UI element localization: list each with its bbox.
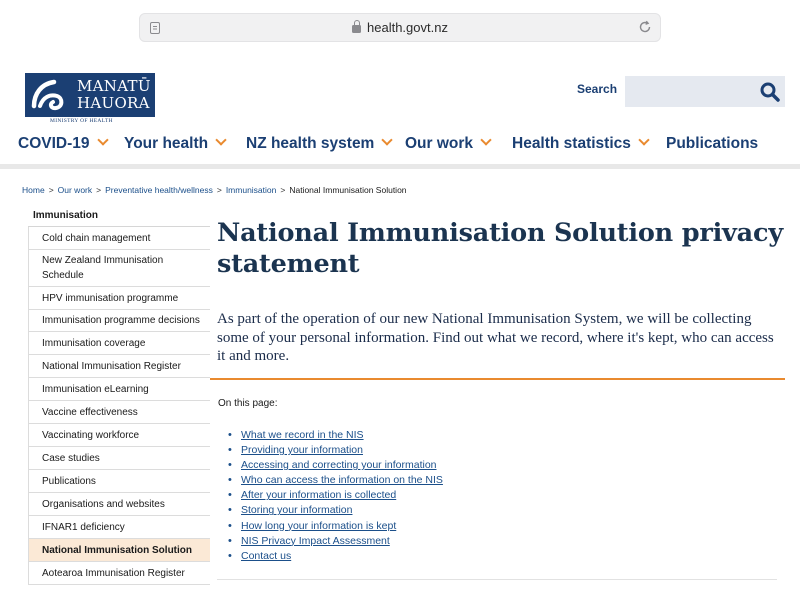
on-this-page-label: On this page: [218,398,278,409]
sidebar-item-active[interactable]: National Immunisation Solution [28,539,210,562]
site-logo[interactable] [25,73,155,117]
main-nav [0,125,800,169]
toc-link[interactable]: Contact us [241,549,292,562]
nav-label: Health statistics [512,135,631,152]
breadcrumb-link[interactable]: Preventative health/wellness [105,185,213,195]
sidebar-item[interactable]: Aotearoa Immunisation Register [28,562,210,585]
koru-logo-icon [29,76,71,114]
toc-link[interactable]: Who can access the information on the NIS [241,474,443,487]
toc-link[interactable]: What we record in the NIS [241,429,364,441]
lock-icon [352,25,361,33]
search-icon [759,81,781,103]
chevron-down-icon [97,134,108,145]
toc-item[interactable] [228,443,443,458]
table-of-contents [228,428,443,564]
nav-our-work[interactable] [405,125,490,169]
toc-link[interactable]: NIS Privacy Impact Assessment [241,534,390,547]
sidebar-item[interactable]: Publications [28,470,210,493]
toc-item[interactable] [228,519,443,534]
sidebar-item[interactable]: IFNAR1 deficiency [28,516,210,539]
nav-health-statistics[interactable] [512,125,648,169]
toc-link[interactable]: Accessing and correcting your information [241,459,437,472]
breadcrumb-separator: > [96,185,102,195]
reload-icon[interactable] [638,20,652,34]
toc-item[interactable] [228,458,443,473]
breadcrumb-separator: > [216,185,222,195]
search-label: Search [577,82,618,96]
nav-label: Your health [124,135,209,152]
sidebar-item[interactable]: Cold chain management [28,227,210,250]
logo-wordmark [77,78,151,112]
section-divider [217,579,777,580]
sidebar-item[interactable]: Vaccine effectiveness [28,401,210,424]
toc-item[interactable] [228,473,443,488]
logo-line2: HAUORA [77,94,150,112]
toc-item[interactable] [228,549,443,564]
nav-nz-health-system[interactable] [246,125,391,169]
logo-line1: MANATŪ [77,77,151,95]
sidebar-item[interactable]: New Zealand Immunisation Schedule [28,250,210,287]
nav-divider [0,164,800,169]
sidebar-item[interactable]: Immunisation coverage [28,332,210,355]
nav-label: COVID-19 [18,135,90,152]
nav-label: Our work [405,135,474,152]
chevron-down-icon [382,134,393,145]
address-bar[interactable] [139,13,661,42]
breadcrumb-link[interactable]: Immunisation [225,185,277,195]
search-input[interactable] [625,76,755,107]
chevron-down-icon [215,134,226,145]
url-text[interactable]: health.govt.nz [367,20,448,35]
nav-covid19[interactable] [18,125,107,169]
toc-item[interactable] [228,534,443,549]
sidebar-title[interactable]: Immunisation [28,205,210,227]
toc-item[interactable] [228,488,443,503]
sidebar-item[interactable]: National Immunisation Register [28,355,210,378]
toc-link[interactable]: How long your information is kept [241,519,397,532]
chevron-down-icon [638,134,649,145]
content-divider [210,378,785,380]
breadcrumb-link[interactable]: Home [22,185,45,195]
sidebar-item[interactable]: Vaccinating workforce [28,424,210,447]
toc-item[interactable] [228,428,443,443]
toc-item[interactable] [228,503,443,518]
chevron-down-icon [480,134,491,145]
toc-link[interactable]: Providing your information [241,444,363,457]
breadcrumb-separator: > [280,185,286,195]
sidebar-item[interactable]: Immunisation eLearning [28,378,210,401]
sidebar-item[interactable]: HPV immunisation programme [28,287,210,310]
breadcrumb-separator: > [48,185,54,195]
breadcrumb [22,185,407,195]
main-content [217,218,787,366]
nav-publications[interactable] [666,125,758,169]
logo-subtitle: MINISTRY OF HEALTH [50,118,113,124]
nav-your-health[interactable] [124,125,225,169]
sidebar-item[interactable]: Immunisation programme decisions [28,310,210,332]
search-button[interactable] [755,76,785,107]
toc-link[interactable]: Storing your information [241,504,353,517]
nav-label: NZ health system [246,135,375,152]
nav-label: Publications [666,135,759,152]
sidebar-nav [28,205,210,585]
breadcrumb-current: National Immunisation Solution [289,185,407,195]
sidebar-item[interactable]: Organisations and websites [28,493,210,516]
intro-text: As part of the operation of our new National Immunisation System, we will be collecting some of your personal information. Find out what we record, where it's kept, who can access it and more. [217,311,774,364]
browser-toolbar [0,0,800,48]
sidebar-item[interactable]: Case studies [28,447,210,470]
breadcrumb-link[interactable]: Our work [57,185,93,195]
toc-link[interactable]: After your information is collected [241,489,397,502]
page-title: National Immunisation Solution privacy statement [217,218,783,279]
